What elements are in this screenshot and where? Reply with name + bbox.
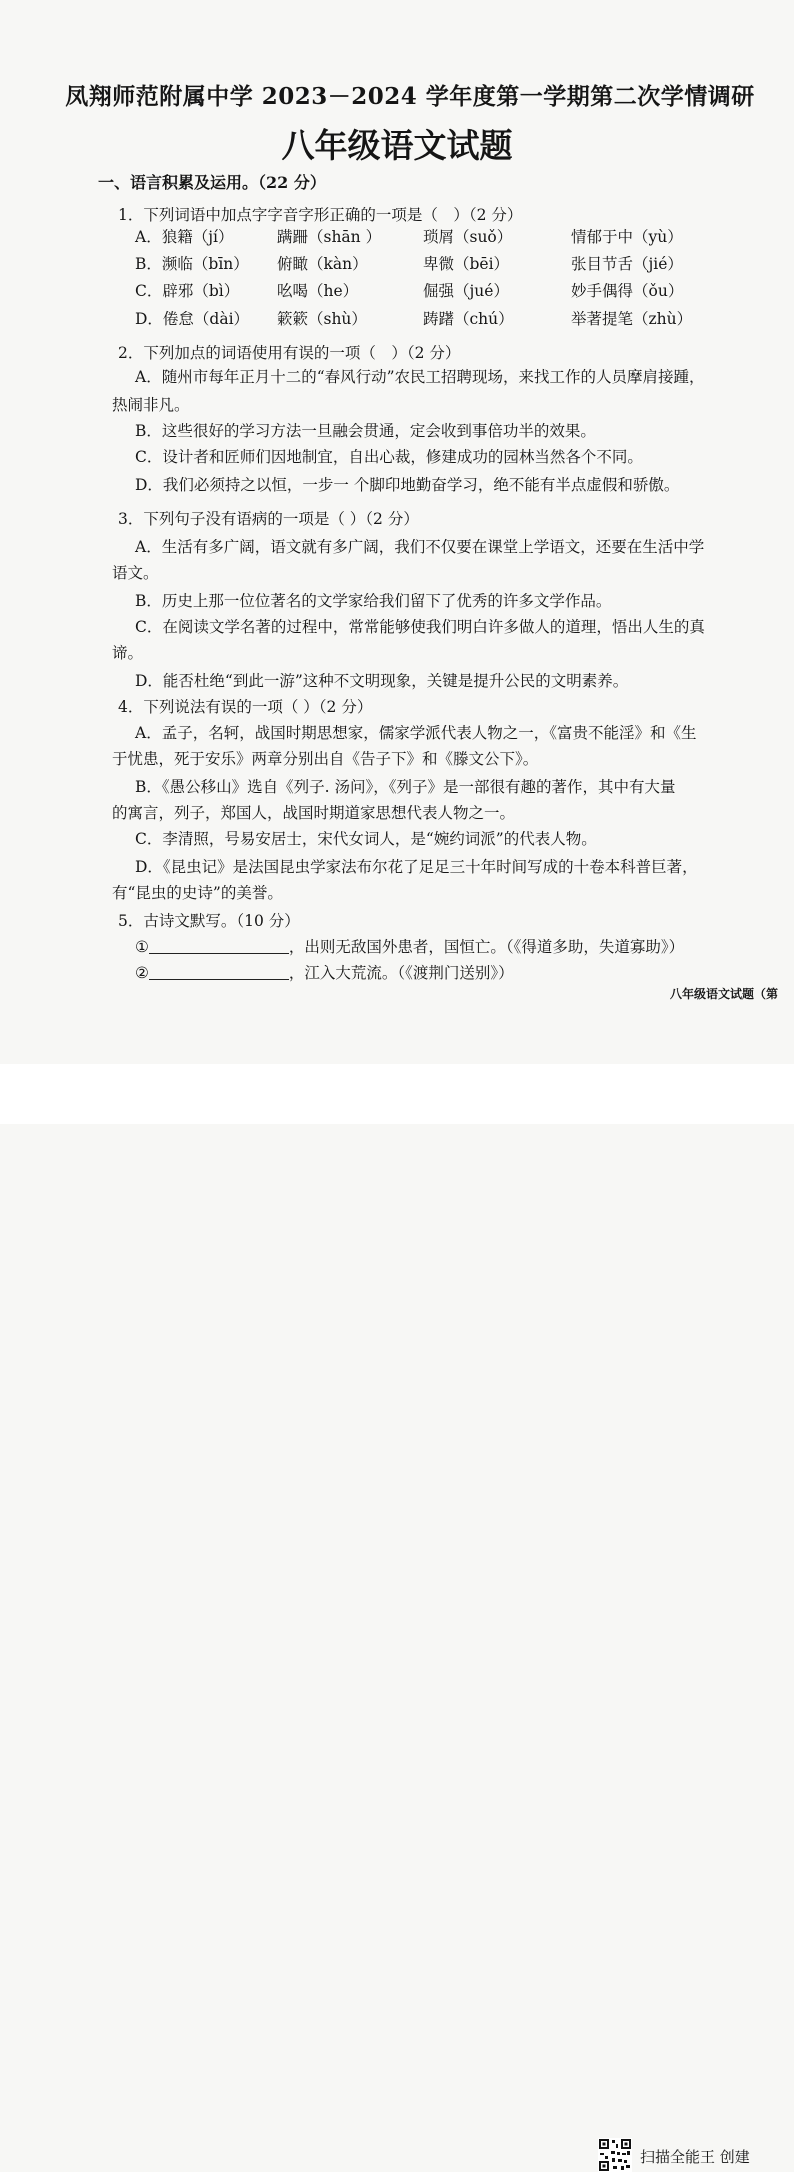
question-4-stem: 4．下列说法有误的一项（ ）（2 分） — [118, 698, 373, 716]
option-cell: B．濒临（bīn） — [135, 255, 249, 273]
question-4-option-a: A．孟子，名轲，战国时期思想家，儒家学派代表人物之一，《富贵不能淫》和《生 — [135, 724, 697, 742]
answer-blank[interactable] — [149, 937, 289, 954]
question-1-row-a — [135, 226, 735, 248]
scanner-credit: 扫描全能王 创建 — [640, 2148, 750, 2166]
question-3-option-c: C．在阅读文学名著的过程中，常常能够使我们明白许多做人的道理，悟出人生的真 — [135, 618, 705, 636]
question-3-stem: 3．下列句子没有语病的一项是（ ）（2 分） — [118, 510, 419, 528]
question-4-option-d: D．《昆虫记》是法国昆虫学家法布尔花了足足三十年时间写成的十卷本科普巨著， — [135, 858, 698, 876]
option-cell: 妙手偶得（ǒu） — [571, 282, 684, 300]
question-5-item-1 — [135, 936, 684, 958]
section-heading: 一、语言积累及运用。（22 分） — [98, 173, 326, 192]
item-text: ，出则无敌国外患者，国恒亡。（《得道多助，失道寡助》） — [288, 938, 685, 956]
question-2-option-a: A．随州市每年正月十二的“春风行动”农民工招聘现场，来找工作的人员摩肩接踵， — [135, 368, 705, 386]
question-3-option-a: A．生活有多广阔，语文就有多广阔，我们不仅要在课堂上学语文，还要在生活中学 — [135, 538, 705, 556]
question-2-option-b: B．这些很好的学习方法一旦融会贯通，定会收到事倍功半的效果。 — [135, 422, 596, 440]
option-cell: 琐屑（suǒ） — [423, 228, 513, 246]
answer-blank[interactable] — [149, 963, 289, 980]
option-cell: 蹒跚（shān ） — [277, 228, 382, 246]
question-5-stem: 5．古诗文默写。（10 分） — [118, 912, 300, 930]
item-number: ① — [135, 938, 149, 956]
item-number: ② — [135, 964, 149, 982]
question-1-row-d — [135, 308, 735, 330]
option-cell: 卑微（bēi） — [423, 255, 510, 273]
option-cell: 吆喝（he） — [277, 282, 359, 300]
qr-code-icon — [598, 2138, 632, 2172]
scanner-watermark-bar — [0, 1064, 794, 2166]
option-cell: C．辟邪（bì） — [135, 282, 240, 300]
question-3-option-a-cont: 语文。 — [112, 564, 159, 582]
question-3-option-c-cont: 谛。 — [112, 644, 144, 662]
question-1-stem: 1．下列词语中加点字字音字形正确的一项是（ ）（2 分） — [118, 206, 523, 224]
question-3-option-d: D．能否杜绝“到此一游”这种不文明现象，关键是提升公民的文明素养。 — [135, 672, 629, 690]
question-2-stem: 2．下列加点的词语使用有误的一项（ ）（2 分） — [118, 344, 461, 362]
question-2-option-c: C．设计者和匠师们因地制宜，自出心裁，修建成功的园林当然各个不同。 — [135, 448, 643, 466]
item-text: ，江入大荒流。（《渡荆门送别》） — [288, 964, 514, 982]
option-cell: D．倦怠（dài） — [135, 310, 250, 328]
option-cell: 张目节舌（jié） — [571, 255, 683, 273]
question-4-option-d-cont: 有“昆虫的史诗”的美誉。 — [112, 884, 283, 902]
option-cell: 俯瞰（kàn） — [277, 255, 368, 273]
exam-school-title: 凤翔师范附属中学 2023－2024 学年度第一学期第二次学情调研 — [65, 83, 755, 110]
option-cell: A．狼籍（jí） — [135, 228, 234, 246]
question-1-row-b — [135, 253, 735, 275]
question-1-row-c — [135, 280, 735, 302]
question-2-option-a-cont: 热闹非凡。 — [112, 396, 190, 414]
option-cell: 情郁于中（yù） — [571, 228, 683, 246]
question-4-option-b: B．《愚公移山》选自《列子. 汤问》，《列子》是一部很有趣的著作，其中有大量 — [135, 778, 676, 796]
option-cell: 倔强（jué） — [423, 282, 509, 300]
option-cell: 举著提笔（zhù） — [571, 310, 693, 328]
page-footer-label: 八年级语文试题（第 — [669, 987, 778, 1001]
question-2-option-d: D．我们必须持之以恒，一步一 个脚印地勤奋学习，绝不能有半点虚假和骄傲。 — [135, 476, 680, 494]
option-cell: 踌躇（chú） — [423, 310, 514, 328]
question-4-option-b-cont: 的寓言，列子，郑国人，战国时期道家思想代表人物之一。 — [112, 804, 516, 822]
question-3-option-b: B．历史上那一位位著名的文学家给我们留下了优秀的许多文学作品。 — [135, 592, 612, 610]
exam-subject-title: 八年级语文试题 — [281, 126, 513, 165]
question-4-option-c: C．李清照，号易安居士，宋代女词人，是“婉约词派”的代表人物。 — [135, 830, 597, 848]
question-5-item-2 — [135, 962, 514, 984]
option-cell: 簌簌（shù） — [277, 310, 367, 328]
question-4-option-a-cont: 于忧患，死于安乐》两章分别出自《告子下》和《滕文公下》。 — [112, 750, 539, 768]
